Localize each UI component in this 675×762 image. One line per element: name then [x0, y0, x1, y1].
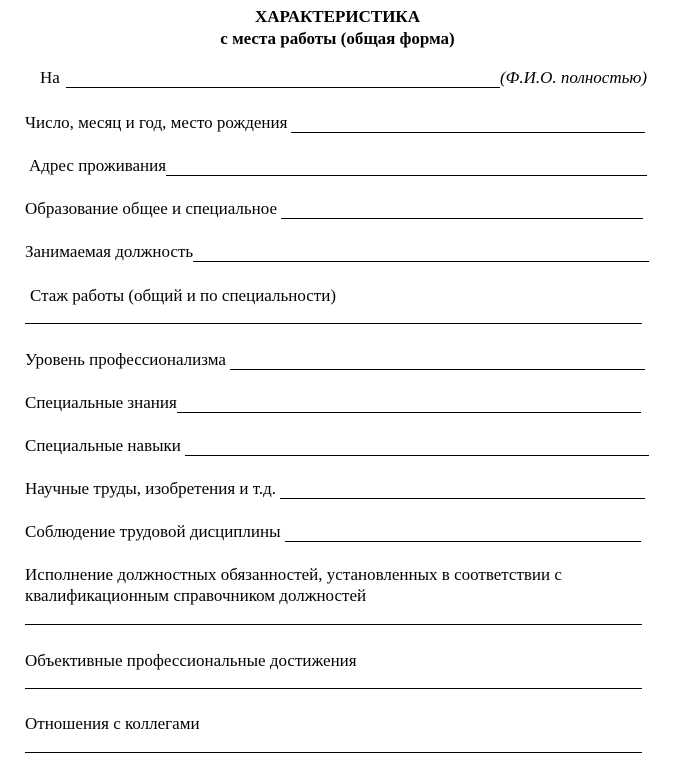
- field-discipline-input[interactable]: [285, 525, 641, 542]
- field-duties-label: [25, 564, 562, 606]
- field-skills-input[interactable]: [185, 439, 649, 456]
- field-professionalism-label: Уровень профессионализма: [25, 350, 226, 369]
- field-experience-label: Стаж работы (общий и по специальности): [30, 286, 336, 305]
- field-duties-label-line1: Исполнение должностных обязанностей, установленных в соответствии с: [25, 565, 562, 584]
- field-works-input[interactable]: [280, 482, 645, 499]
- field-discipline: [25, 522, 641, 542]
- field-birth-label: Число, месяц и год, место рождения: [25, 113, 288, 132]
- field-professionalism-input[interactable]: [230, 353, 645, 370]
- field-education-label: Образование общее и специальное: [25, 199, 278, 218]
- field-education-input[interactable]: [281, 202, 643, 219]
- field-to-label: На: [40, 68, 60, 87]
- field-to-input[interactable]: [66, 71, 500, 88]
- field-works: [25, 479, 645, 499]
- field-achievements-label: Объективные профессиональные достижения: [25, 651, 357, 670]
- field-works-label: Научные труды, изобретения и т.д.: [25, 479, 277, 498]
- field-duties-input[interactable]: [25, 624, 642, 625]
- document-title: ХАРАКТЕРИСТИКА: [254, 7, 421, 26]
- field-relations-input[interactable]: [25, 752, 642, 753]
- field-to: [40, 68, 647, 88]
- field-skills: [25, 436, 649, 456]
- field-relations-label: Отношения с коллегами: [25, 714, 200, 733]
- field-position-input[interactable]: [193, 245, 649, 262]
- field-professionalism: [25, 350, 645, 370]
- field-knowledge: [25, 393, 641, 413]
- field-experience-input[interactable]: [25, 323, 642, 324]
- field-position: [25, 242, 649, 262]
- field-education: [25, 199, 643, 219]
- field-to-hint: (Ф.И.О. полностью): [499, 68, 647, 87]
- field-knowledge-label: Специальные знания: [25, 393, 177, 412]
- field-address: [29, 156, 647, 176]
- field-achievements-input[interactable]: [25, 688, 642, 689]
- field-knowledge-input[interactable]: [177, 396, 641, 413]
- field-address-input[interactable]: [166, 159, 647, 176]
- field-duties-label-line2: квалификационным справочником должностей: [25, 586, 367, 605]
- field-skills-label: Специальные навыки: [25, 436, 181, 455]
- field-birth-input[interactable]: [291, 116, 645, 133]
- field-discipline-label: Соблюдение трудовой дисциплины: [25, 522, 281, 541]
- field-position-label: Занимаемая должность: [25, 242, 194, 261]
- field-address-label: Адрес проживания: [29, 156, 167, 175]
- field-birth: [25, 113, 645, 133]
- document-subtitle: с места работы (общая форма): [220, 29, 455, 48]
